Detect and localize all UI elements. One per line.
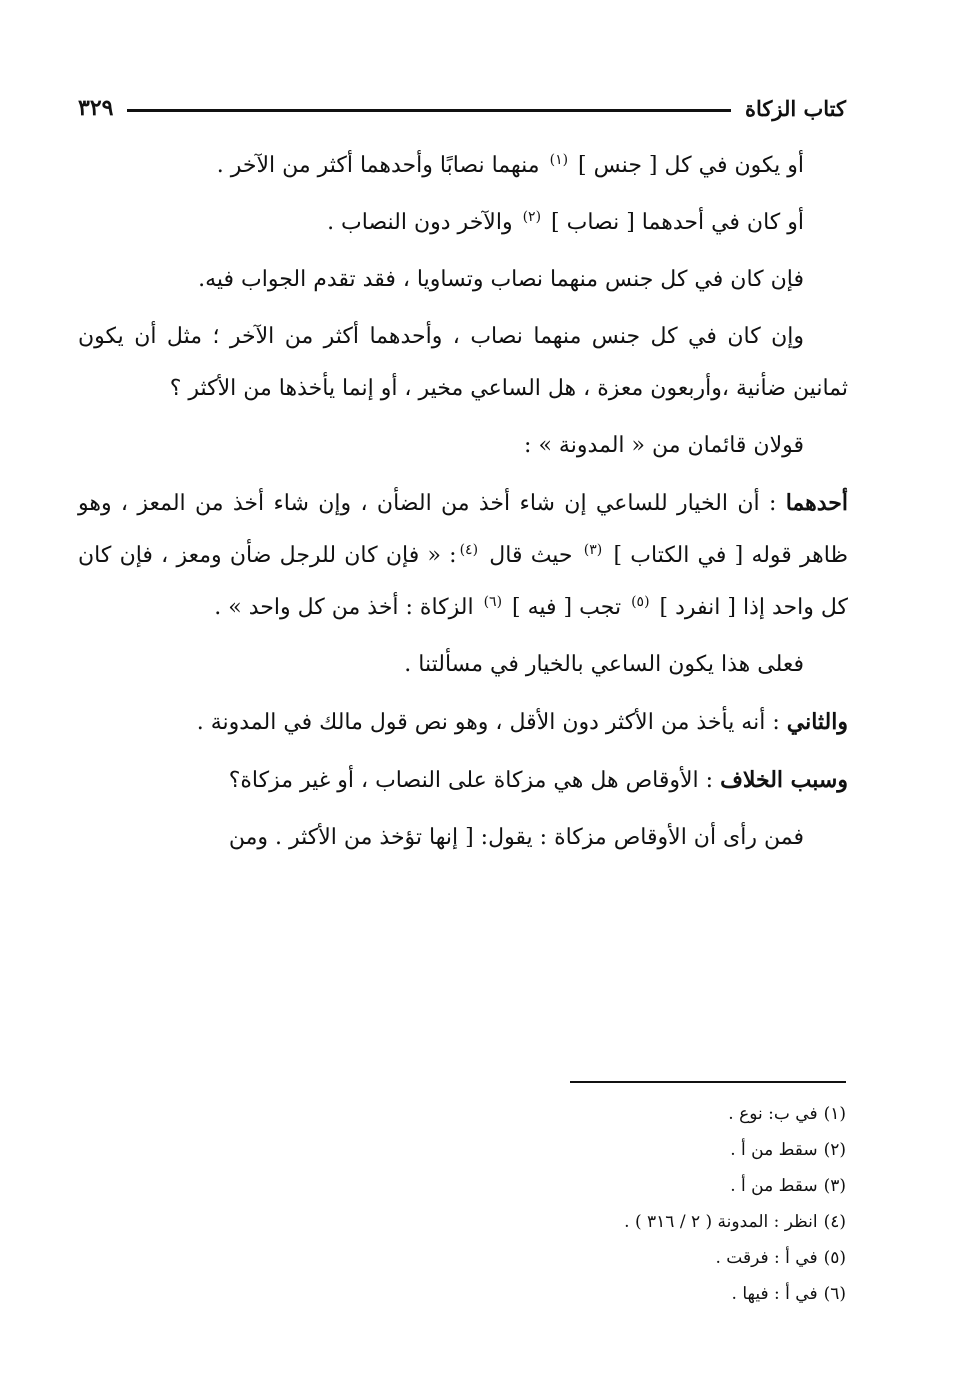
heading-term: والثاني <box>786 709 848 735</box>
text-run: قولان قائمان من « المدونة » : <box>524 433 804 458</box>
footnote-item <box>78 1204 846 1240</box>
footnote-number: (١) <box>823 1104 846 1124</box>
page-header <box>78 88 846 128</box>
footnotes <box>78 1096 846 1312</box>
footnote-marker: (٤) <box>459 541 479 558</box>
header-rule <box>127 109 731 112</box>
footnote-separator <box>570 1081 846 1083</box>
footnote-marker: (٦) <box>483 593 503 610</box>
footnote-number: (٥) <box>823 1248 846 1268</box>
footnote-item <box>78 1096 846 1132</box>
text-run: : أنه يأخذ من الأكثر دون الأقل ، وهو نص قول مالك في المدونة . <box>196 710 787 735</box>
footnote-marker: (٢) <box>522 208 542 225</box>
footnote-text: في أ : فيها . <box>731 1284 818 1304</box>
text-run: : « فإن كان للرجل ضأن ومعز ، فإن كان كل واحد إذا [ انفرد ] <box>78 543 848 620</box>
text-run: فمن رأى أن الأوقاص مزكاة : يقول: [ إنها تؤخذ من الأكثر . ومن <box>228 825 804 850</box>
text-run: فإن كان في كل جنس منهما نصاب وتساويا ، فقد تقدم الجواب فيه. <box>198 267 804 292</box>
text-run: منهما نصابًا وأحدهما أكثر من الآخر . <box>216 153 547 178</box>
footnote-item <box>78 1168 846 1204</box>
paragraph <box>78 140 848 192</box>
paragraph <box>78 420 848 472</box>
footnote-item <box>78 1132 846 1168</box>
footnote-number: (٤) <box>823 1212 846 1232</box>
paragraph <box>78 754 848 807</box>
main-text <box>78 140 848 869</box>
text-run: حيث قال <box>481 543 581 568</box>
footnote-marker: (١) <box>549 151 569 168</box>
footnote-text: سقط من أ . <box>730 1140 818 1160</box>
heading-term: أحدهما <box>785 490 848 516</box>
paragraph <box>78 639 848 691</box>
text-run: تجب [ فيه ] <box>505 595 629 620</box>
text-run: والآخر دون النصاب . <box>327 210 520 235</box>
footnote-text: في أ : فرقت . <box>715 1248 818 1268</box>
page-number: ٣٢٩ <box>78 95 114 121</box>
footnote-text: انظر : المدونة ( ٢ / ٣١٦ ) . <box>624 1212 818 1232</box>
footnote-text: في ب: نوع . <box>728 1104 818 1124</box>
footnote-marker: (٣) <box>583 541 603 558</box>
footnote-number: (٣) <box>823 1176 846 1196</box>
footnote-number: (٦) <box>823 1284 846 1304</box>
footnote-number: (٢) <box>823 1140 846 1160</box>
text-run: أو يكون في كل [ جنس ] <box>571 153 804 178</box>
paragraph <box>78 477 848 634</box>
text-run: : أن الخيار للساعي إن شاء أخذ من الضأن ، وإن شاء أخذ من المعز ، وهو ظاهر قوله [ في الكتاب ] <box>78 491 849 568</box>
text-run: أو كان في أحدهما [ نصاب ] <box>544 210 804 235</box>
text-run: الزكاة : أخذ من كل واحد » . <box>214 595 481 620</box>
paragraph <box>78 197 848 249</box>
footnote-marker: (٥) <box>631 593 650 610</box>
paragraph <box>78 311 848 415</box>
paragraph <box>78 696 848 749</box>
paragraph <box>78 254 848 306</box>
footnote-item <box>78 1276 846 1312</box>
text-run: فعلى هذا يكون الساعي بالخيار في مسألتنا . <box>404 652 804 677</box>
text-run: وإن كان في كل جنس منهما نصاب ، وأحدهما أكثر من الآخر ؛ مثل أن يكون ثمانين ضأنية ،وأربعون معزة ، هل الساعي مخير ، أو إنما يأخذها من الأكثر ؟ <box>78 324 848 401</box>
text-run: : الأوقاص هل هي مزكاة على النصاب ، أو غير مزكاة؟ <box>228 768 721 793</box>
paragraph <box>78 812 848 864</box>
footnote-item <box>78 1240 846 1276</box>
heading-term: وسبب الخلاف <box>720 767 848 793</box>
footnote-text: سقط من أ . <box>730 1176 818 1196</box>
running-title: كتاب الزكاة <box>744 95 846 121</box>
